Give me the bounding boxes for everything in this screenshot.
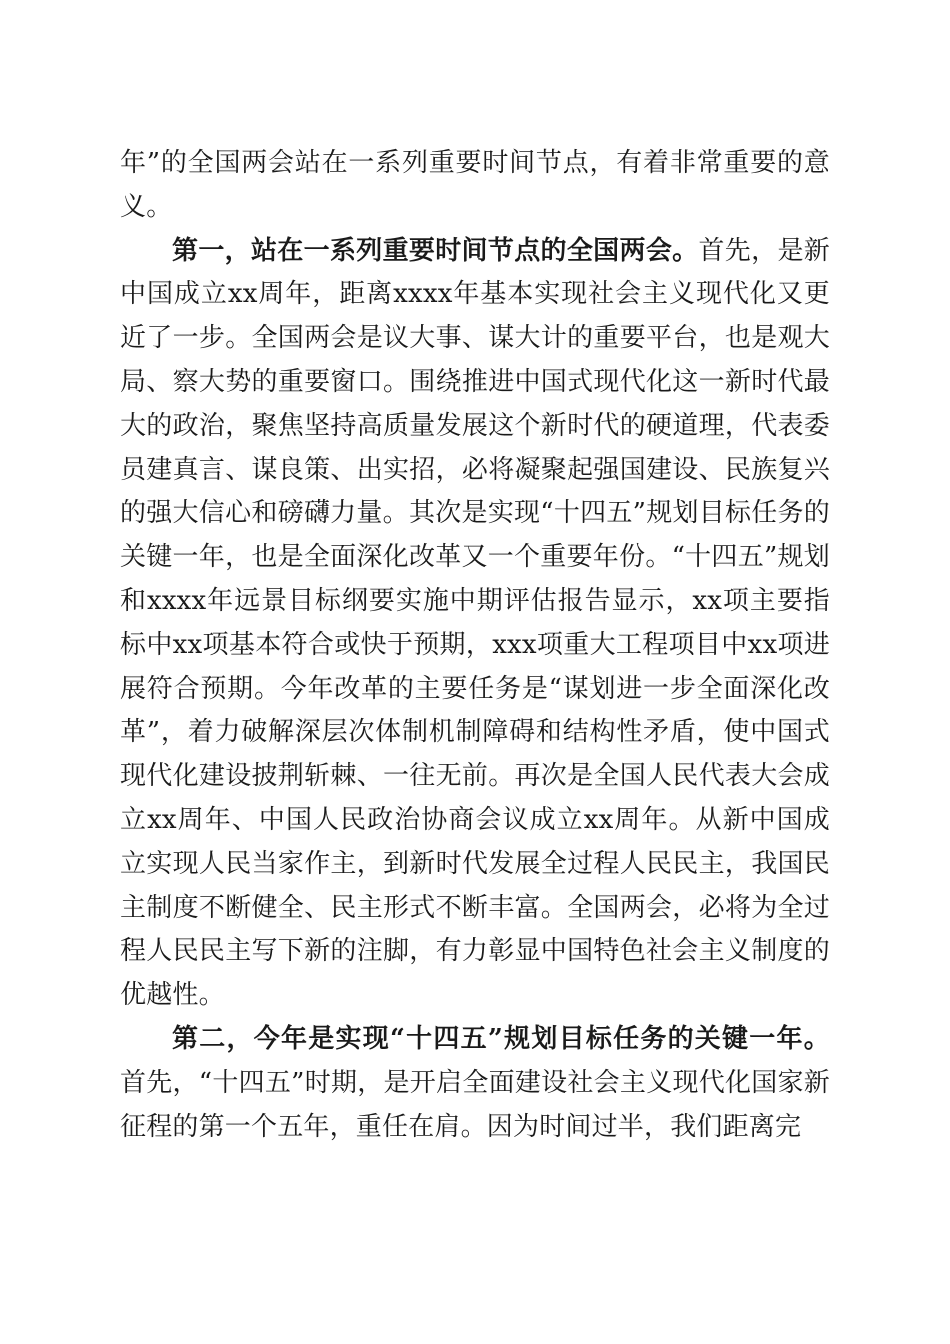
paragraph-intro [120, 142, 830, 230]
paragraph-first-point [120, 230, 830, 1018]
paragraph-heading-second: 第二，今年是实现“十四五”规划目标任务的关键一年。 [172, 1023, 830, 1054]
paragraph-second-point [120, 1018, 830, 1149]
paragraph-text: 年”的全国两会站在一系列重要时间节点，有着非常重要的意义。 [120, 148, 830, 222]
paragraph-text: 首先，是新中国成立xx周年，距离xxxx年基本实现社会主义现代化又更近了一步。全国两会是议大事、谋大计的重要平台，也是观大局、察大势的重要窗口。围绕推进中国式现代化这一新时代最大的政治，聚焦坚持高质量发展这个新时代的硬道理，代表委员建真言、谋良策、出实招，必将凝聚起强国建设、民族复兴的强大信心和磅礴力量。其次是实现“十四五”规划目标任务的关键一年，也是全面深化改革又一个重要年份。“十四五”规划和xxxx年远景目标纲要实施中期评估报告显示，xx项主要指标中xx项基本符合或快于预期，xxx项重大工程项目中xx项进展符合预期。今年改革的主要任务是“谋划进一步全面深化改革”，着力破解深层次体制机制障碍和结构性矛盾，使中国式现代化建设披荆斩棘、一往无前。再次是全国人民代表大会成立xx周年、中国人民政治协商会议成立xx周年。从新中国成立实现人民当家作主，到新时代发展全过程人民民主，我国民主制度不断健全、民主形式不断丰富。全国两会，必将为全过程人民民主写下新的注脚，有力彰显中国特色社会主义制度的优越性。 [120, 235, 830, 1011]
document-body [120, 142, 830, 1149]
paragraph-heading-first: 第一，站在一系列重要时间节点的全国两会。 [172, 235, 699, 266]
paragraph-text: 首先，“十四五”时期，是开启全面建设社会主义现代化国家新征程的第一个五年，重任在肩。因为时间过半，我们距离完 [120, 1067, 830, 1142]
